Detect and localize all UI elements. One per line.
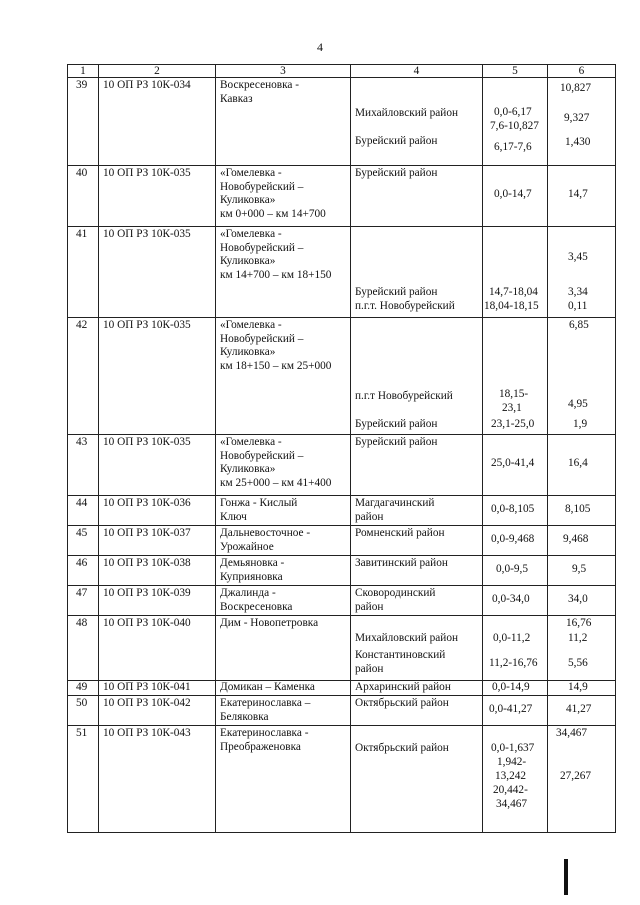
table-row xyxy=(68,526,616,556)
length-value: 41,27 xyxy=(566,703,592,715)
district-name: Бурейский район xyxy=(355,135,438,147)
length-value: 34,467 xyxy=(556,727,588,739)
length-value: 1,9 xyxy=(573,418,588,430)
roads-table xyxy=(67,64,616,833)
district-name: Октябрьский район xyxy=(355,742,449,754)
road-name: Екатеринославка - Преображеновка xyxy=(220,727,309,753)
km-range: 23,1-25,0 xyxy=(491,418,535,430)
row-number: 44 xyxy=(76,497,88,509)
km-range: 20,442- xyxy=(493,784,528,796)
length-value: 9,327 xyxy=(564,112,590,124)
table-row xyxy=(68,556,616,586)
row-number: 43 xyxy=(76,436,88,448)
header-col-4: 4 xyxy=(351,65,483,78)
km-range: 11,2-16,76 xyxy=(489,657,538,669)
km-range: 0,0-8,105 xyxy=(491,503,535,515)
road-code: 10 ОП РЗ 10К-035 xyxy=(103,319,191,331)
road-name: Джалинда - Воскресеновка xyxy=(220,587,293,613)
road-code: 10 ОП РЗ 10К-038 xyxy=(103,557,191,569)
table-row xyxy=(68,166,616,227)
road-code: 10 ОП РЗ 10К-035 xyxy=(103,228,191,240)
km-range: 6,17-7,6 xyxy=(494,141,532,153)
km-range: 0,0-14,7 xyxy=(494,188,532,200)
road-code: 10 ОП РЗ 10К-035 xyxy=(103,436,191,448)
district-name: Сковородинский район xyxy=(355,587,436,613)
row-number: 41 xyxy=(76,228,88,240)
length-value: 14,7 xyxy=(568,188,588,200)
row-number: 40 xyxy=(76,167,88,179)
margin-mark xyxy=(564,859,568,895)
length-value: 3,34 xyxy=(568,286,588,298)
km-range: 0,0-6,17 xyxy=(494,106,532,118)
table-row xyxy=(68,78,616,166)
road-code: 10 ОП РЗ 10К-034 xyxy=(103,79,191,91)
length-value: 4,95 xyxy=(568,398,588,410)
row-number: 46 xyxy=(76,557,88,569)
table-row xyxy=(68,616,616,681)
road-code: 10 ОП РЗ 10К-039 xyxy=(103,587,191,599)
district-name: Михайловский район xyxy=(355,107,459,119)
length-value: 0,11 xyxy=(568,300,588,312)
row-number: 51 xyxy=(76,727,88,739)
row-number: 49 xyxy=(76,681,88,693)
header-col-5: 5 xyxy=(483,65,548,78)
table-row xyxy=(68,496,616,526)
km-range: 1,942- xyxy=(497,756,527,768)
row-number: 42 xyxy=(76,319,88,331)
road-name: Воскресеновка - Кавказ xyxy=(220,79,300,105)
length-value: 14,9 xyxy=(568,681,588,693)
length-value: 34,0 xyxy=(568,593,588,605)
table-row xyxy=(68,681,616,696)
district-name: Ромненский район xyxy=(355,527,445,539)
km-range: 14,7-18,04 xyxy=(489,286,538,298)
km-range: 0,0-9,468 xyxy=(491,533,535,545)
header-row xyxy=(68,65,616,78)
road-name: Екатеринославка – Беляковка xyxy=(220,697,311,723)
length-value: 6,85 xyxy=(569,319,589,331)
road-name: «Гомелевка - Новобурейский – Куликовка» км 0+000 – км 14+700 xyxy=(220,167,326,220)
km-range: 0,0-11,2 xyxy=(493,632,531,644)
row-number: 45 xyxy=(76,527,88,539)
length-value: 27,267 xyxy=(560,770,592,782)
km-range: 34,467 xyxy=(496,798,528,810)
district-name: п.г.т Новобурейский xyxy=(355,390,453,402)
page-number: 4 xyxy=(317,40,323,54)
road-code: 10 ОП РЗ 10К-043 xyxy=(103,727,191,739)
district-name: п.г.т. Новобурейский xyxy=(355,300,455,312)
km-range: 13,242 xyxy=(495,770,527,782)
table-row xyxy=(68,227,616,318)
road-name: «Гомелевка - Новобурейский – Куликовка» км 25+000 – км 41+400 xyxy=(220,436,332,489)
district-name: Завитинский район xyxy=(355,557,448,569)
road-code: 10 ОП РЗ 10К-037 xyxy=(103,527,191,539)
road-name: Дим - Новопетровка xyxy=(220,617,319,629)
district-name: Михайловский район xyxy=(355,632,459,644)
district-name: Октябрьский район xyxy=(355,697,449,709)
length-value: 8,105 xyxy=(565,503,591,515)
row-number: 50 xyxy=(76,697,88,709)
km-range: 23,1 xyxy=(502,402,522,414)
header-col-1: 1 xyxy=(68,65,99,78)
road-code: 10 ОП РЗ 10К-040 xyxy=(103,617,191,629)
length-value: 9,5 xyxy=(572,563,587,575)
length-value: 10,827 xyxy=(560,82,592,94)
km-range: 25,0-41,4 xyxy=(491,457,535,469)
road-code: 10 ОП РЗ 10К-036 xyxy=(103,497,191,509)
district-name: Бурейский район xyxy=(355,167,438,179)
table-row xyxy=(68,726,616,833)
table-row xyxy=(68,586,616,616)
road-name: «Гомелевка - Новобурейский – Куликовка» км 18+150 – км 25+000 xyxy=(220,319,332,372)
table-row xyxy=(68,318,616,435)
road-name: Демьяновка - Куприяновка xyxy=(220,557,285,583)
km-range: 0,0-1,637 xyxy=(491,742,535,754)
road-name: Дальневосточное - Урожайное xyxy=(220,527,311,553)
district-name: Бурейский район xyxy=(355,418,438,430)
district-name: Архаринский район xyxy=(355,681,451,693)
km-range: 18,15- xyxy=(499,388,529,400)
district-name: Бурейский район xyxy=(355,436,438,448)
length-value: 16,76 xyxy=(566,617,592,629)
road-name: Домикан – Каменка xyxy=(220,681,315,693)
length-value: 3,45 xyxy=(568,251,588,263)
km-range: 0,0-41,27 xyxy=(489,703,533,715)
table-row xyxy=(68,435,616,496)
district-name: Бурейский район xyxy=(355,286,438,298)
row-number: 47 xyxy=(76,587,88,599)
district-name: район xyxy=(355,663,384,675)
km-range: 7,6-10,827 xyxy=(490,120,539,132)
km-range: 0,0-14,9 xyxy=(492,681,530,693)
length-value: 16,4 xyxy=(568,457,588,469)
district-name: Магдагачинский район xyxy=(355,497,435,523)
district-name: Константиновский xyxy=(355,649,446,661)
km-range: 18,04-18,15 xyxy=(484,300,539,312)
road-code: 10 ОП РЗ 10К-042 xyxy=(103,697,191,709)
row-number: 48 xyxy=(76,617,88,629)
road-name: «Гомелевка - Новобурейский – Куликовка» км 14+700 – км 18+150 xyxy=(220,228,332,281)
length-value: 11,2 xyxy=(568,632,588,644)
length-value: 5,56 xyxy=(568,657,588,669)
length-value: 9,468 xyxy=(563,533,589,545)
km-range: 0,0-34,0 xyxy=(492,593,530,605)
km-range: 0,0-9,5 xyxy=(496,563,529,575)
road-name: Гонжа - Кислый Ключ xyxy=(220,497,298,523)
header-col-3: 3 xyxy=(216,65,351,78)
header-col-6: 6 xyxy=(548,65,616,78)
header-col-2: 2 xyxy=(99,65,216,78)
row-number: 39 xyxy=(76,79,88,91)
table-row xyxy=(68,696,616,726)
road-code: 10 ОП РЗ 10К-041 xyxy=(103,681,191,693)
length-value: 1,430 xyxy=(565,136,591,148)
road-code: 10 ОП РЗ 10К-035 xyxy=(103,167,191,179)
